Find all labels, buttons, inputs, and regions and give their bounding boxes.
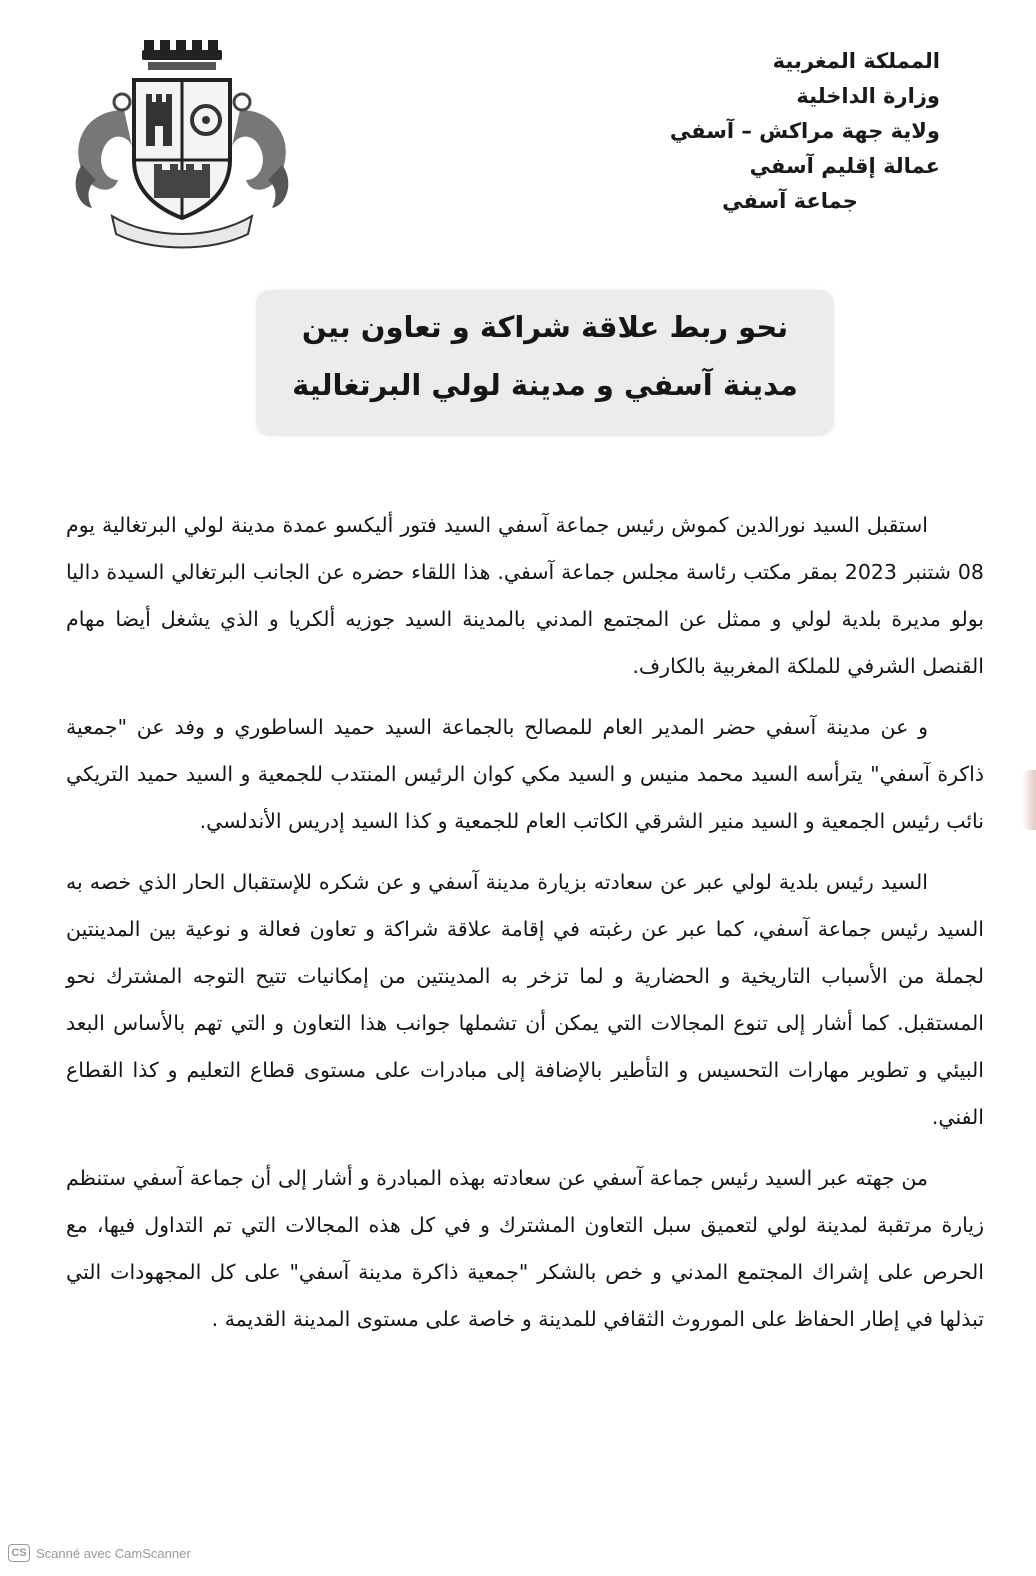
title-line-2: مدينة آسفي و مدينة لولي البرتغالية	[292, 368, 798, 402]
header-ministry: وزارة الداخلية	[796, 84, 940, 108]
coat-of-arms-emblem-icon	[62, 40, 302, 250]
paragraph-2: و عن مدينة آسفي حضر المدير العام للمصالح بالجماعة السيد حميد الساطوري و وفد عن "جمعية ذاكرة آسفي" يترأسه السيد محمد منيس و السيد مكي كوان الرئيس المنتدب للجمعية و السيد حميد التريكي نائب رئيس الجمعية و السيد منير الشرقي الكاتب العام للجمعية و كذا السيد إدريس الأندلسي.	[66, 715, 984, 833]
document-title	[256, 290, 834, 436]
header-commune: جماعة آسفي	[722, 189, 858, 213]
document-body	[66, 502, 984, 1343]
header-province: عمالة إقليم آسفي	[749, 154, 940, 178]
camscanner-watermark	[8, 1542, 191, 1564]
camscanner-logo-icon: CS	[8, 1544, 30, 1562]
header-kingdom: المملكة المغربية	[772, 49, 940, 73]
paragraph-4: من جهته عبر السيد رئيس جماعة آسفي عن سعادته بهذه المبادرة و أشار إلى أن جماعة آسفي ستنظم زيارة مرتقبة لمدينة لولي لتعميق سبل التعاون المشترك و في كل هذه المجالات التي تم التداول فيها، مع الحرص على إشراك المجتمع المدني و خص بالشكر "جمعية ذاكرة مدينة آسفي" على كل المجهودات التي تبذلها في إطار الحفاظ على الموروث الثقافي للمدينة و خاصة على مستوى المدينة القديمة .	[66, 1166, 984, 1331]
paragraph-1: استقبل السيد نورالدين كموش رئيس جماعة آسفي السيد فتور أليكسو عمدة مدينة لولي البرتغالية يوم 08 شتنبر 2023 بمقر مكتب رئاسة مجلس جماعة آسفي. هذا اللقاء حضره عن الجانب البرتغالي السيدة داليا بولو مديرة بلدية لولي و ممثل عن المجتمع المدني بالمدينة السيد جوزيه ألكريا و الذي يشغل أيضا مهام القنصل الشرفي للملكة المغربية بالكارف.	[66, 513, 984, 678]
paragraph-3: السيد رئيس بلدية لولي عبر عن سعادته بزيارة مدينة آسفي و عن شكره للإستقبال الحار الذي خصه به السيد رئيس جماعة آسفي، كما عبر عن رغبته في إقامة علاقة شراكة و تعاون فعالة و نوعية بين المدينتين لجملة من الأسباب التاريخية و الحضارية و لما تزخر به المدينتين من إمكانيات تتيح التوجه المشترك نحو المستقبل. كما أشار إلى تنوع المجالات التي يمكن أن تشملها جوانب هذا التعاون و التي تهم بالأساس البعد البيئي و تطوير مهارات التحسيس و التأطير بالإضافة إلى مبادرات على مستوى قطاع التعليم و كذا القطاع الفني.	[66, 870, 984, 1129]
title-line-1: نحو ربط علاقة شراكة و تعاون بين	[301, 310, 789, 344]
document-header	[640, 44, 940, 219]
watermark-text: Scanné avec CamScanner	[36, 1545, 191, 1561]
scan-edge-mark	[1022, 770, 1036, 830]
header-wilaya: ولاية جهة مراكش – آسفي	[669, 119, 940, 143]
